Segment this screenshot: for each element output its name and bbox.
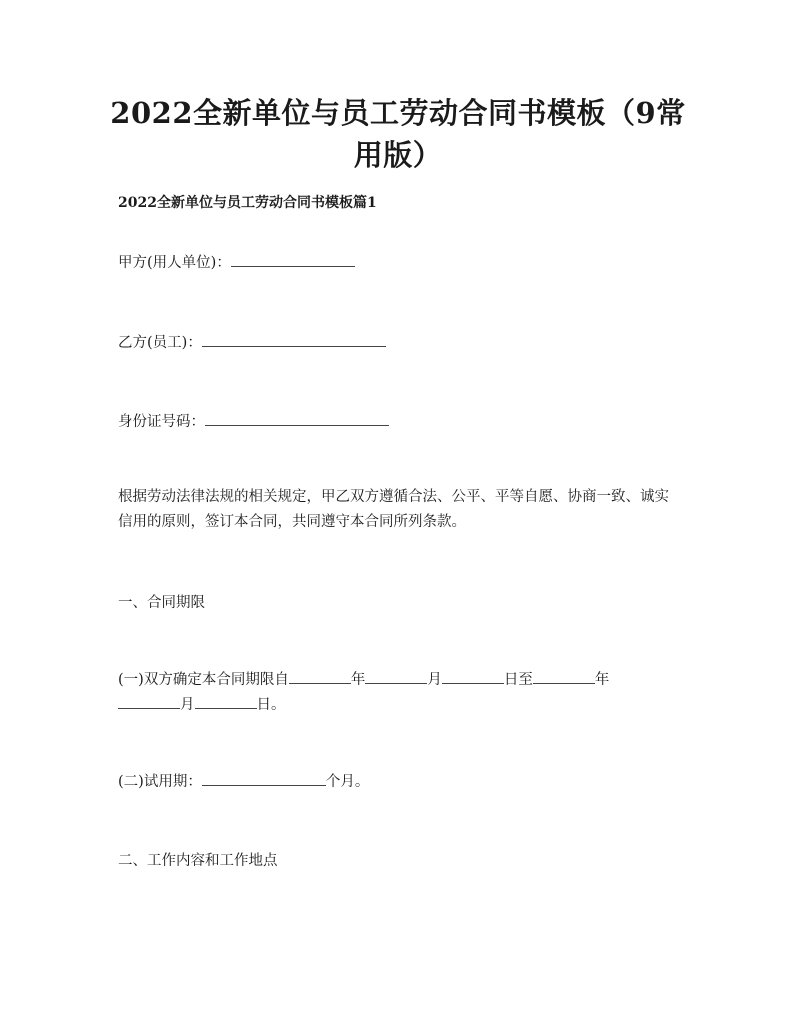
end-day-blank [195,694,257,709]
contract-term-line-2 [118,693,286,717]
probation-prefix: (二)试用期： [118,774,202,790]
day-to-label: 日至 [503,672,533,688]
end-month-label: 月 [180,697,195,713]
probation-line [118,770,369,794]
term-prefix: (一)双方确定本合同期限自 [118,672,289,688]
probation-blank [202,771,326,786]
end-day-label: 日。 [256,697,286,713]
section-1-heading: 一、合同期限 [118,595,205,611]
party-b-line [118,331,386,355]
section-2-heading: 二、工作内容和工作地点 [118,853,278,869]
section-subtitle: 2022全新单位与员工劳动合同书模板篇1 [118,195,377,211]
month-label: 月 [427,672,442,688]
end-month-blank [118,694,180,709]
party-a-label: 甲方(用人单位)： [118,255,231,271]
document-title [100,92,696,176]
end-year-blank [533,669,595,684]
party-a-blank [231,252,355,267]
year-label: 年 [350,672,366,688]
probation-suffix: 个月。 [325,774,370,790]
start-month-blank [365,669,427,684]
start-day-blank [442,669,504,684]
party-b-label: 乙方(员工)： [118,335,202,351]
title-line-2: 用版） [353,138,443,172]
contract-term-line-1 [118,668,609,692]
end-year-label: 年 [594,672,610,688]
id-number-label: 身份证号码： [118,414,205,430]
id-number-blank [205,411,389,426]
party-a-line [118,251,355,275]
intro-paragraph: 根据劳动法律法规的相关规定，甲乙双方遵循合法、公平、平等自愿、协商一致、诚实信用的原则，签订本合同，共同遵守本合同所列条款。 [118,489,669,530]
party-b-blank [202,332,386,347]
title-line-1: 2022全新单位与员工劳动合同书模板（9常 [110,96,686,130]
start-year-blank [289,669,351,684]
id-number-line [118,410,389,434]
